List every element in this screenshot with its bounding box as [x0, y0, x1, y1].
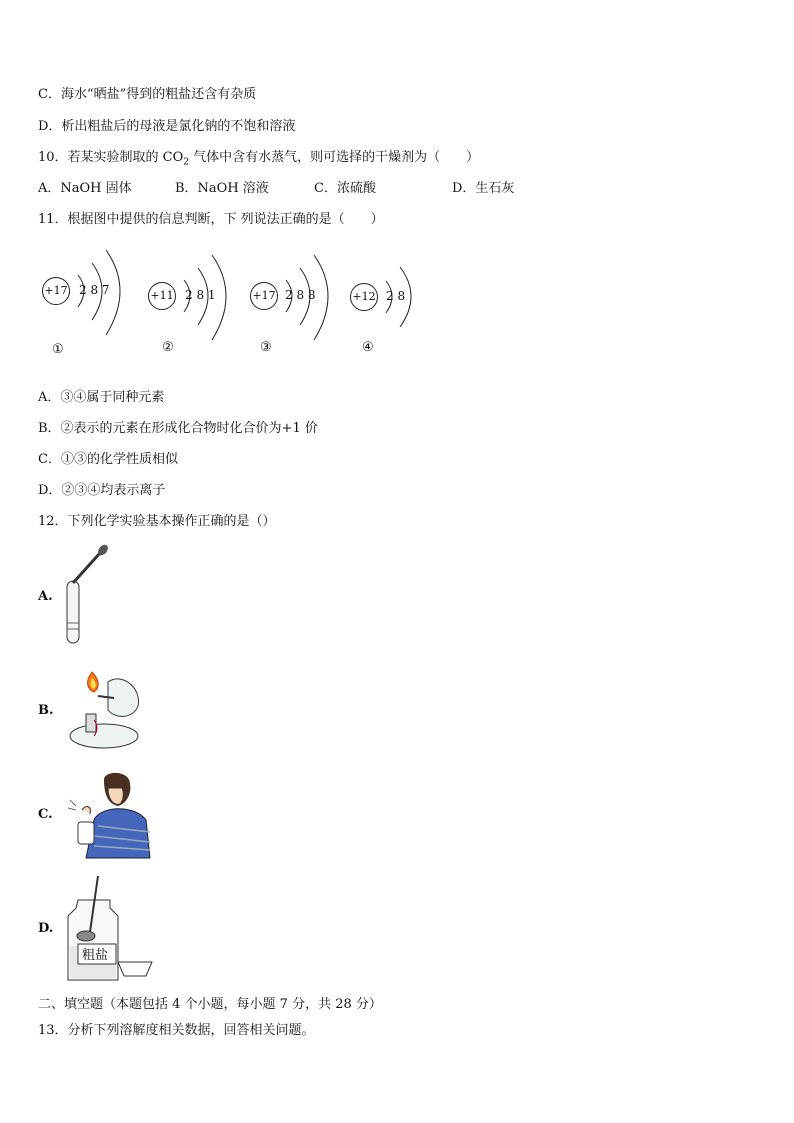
q10-option-b: B．NaOH 溶液 — [175, 181, 269, 196]
atom-label-3: ③ — [260, 340, 272, 355]
atom-label-4: ④ — [362, 340, 374, 355]
q10-stem-pre: 10．若某实验制取的 CO — [38, 150, 184, 165]
q10-option-c: C．浓硫酸 — [314, 181, 376, 196]
nucleus-4: +12 — [350, 283, 378, 311]
q11-option-d: D．②③④均表示离子 — [38, 483, 166, 498]
q10-stem — [38, 146, 479, 168]
spoon-in-salt-jar-illustration — [62, 872, 162, 984]
electrons-1: 2 8 7 — [79, 283, 110, 297]
q9-option-d: D．析出粗盐后的母液是氯化钠的不饱和溶液 — [38, 119, 296, 134]
nucleus-2: +11 — [148, 282, 176, 310]
q10-options — [38, 177, 738, 197]
q12-option-a-label: A. — [38, 589, 53, 604]
q12-option-b-label: B. — [38, 703, 54, 718]
section2-heading: 二、填空题（本题包括 4 个小题，每小题 7 分，共 28 分） — [38, 997, 382, 1012]
electrons-2: 2 8 1 — [185, 288, 216, 302]
jar-label-text: 粗盐 — [82, 948, 109, 963]
q10-option-d: D．生石灰 — [452, 181, 515, 196]
q10-option-a: A．NaOH 固体 — [38, 181, 132, 196]
q12-option-c-label: C. — [38, 807, 53, 822]
atom-diagram-2 — [148, 250, 238, 365]
q12-stem: 12．下列化学实验基本操作正确的是（） — [38, 514, 276, 529]
q11-option-c: C．①③的化学性质相似 — [38, 452, 178, 467]
q9-option-c: C．海水“晒盐”得到的粗盐还含有杂质 — [38, 87, 257, 102]
atom-diagram-3 — [250, 250, 340, 365]
q10-stem-sub: 2 — [183, 157, 190, 168]
nucleus-3: +17 — [250, 282, 278, 310]
q11-option-a: A．③④属于同种元素 — [38, 390, 165, 405]
q11-stem: 11．根据图中提供的信息判断，下 列说法正确的是（ ） — [38, 212, 384, 227]
q13-stem: 13．分析下列溶解度相关数据，回答相关问题。 — [38, 1023, 315, 1038]
atom-diagram-4 — [350, 255, 430, 365]
student-smelling-bottle-illustration — [64, 770, 154, 862]
electrons-3: 2 8 8 — [285, 288, 316, 302]
dropper-in-test-tube-illustration — [62, 543, 112, 648]
atom-label-1: ① — [52, 342, 64, 357]
q12-option-d-label: D. — [38, 921, 54, 936]
atom-diagram-1 — [42, 245, 132, 365]
atom-label-2: ② — [162, 340, 174, 355]
alcohol-lamp-lighting-illustration — [64, 668, 146, 754]
electrons-4: 2 8 — [386, 289, 406, 303]
q10-stem-post: 气体中含有水蒸气，则可选择的干燥剂为（ ） — [189, 150, 480, 165]
q11-option-b: B．②表示的元素在形成化合物时化合价为+1 价 — [38, 421, 318, 436]
nucleus-1: +17 — [42, 277, 70, 305]
